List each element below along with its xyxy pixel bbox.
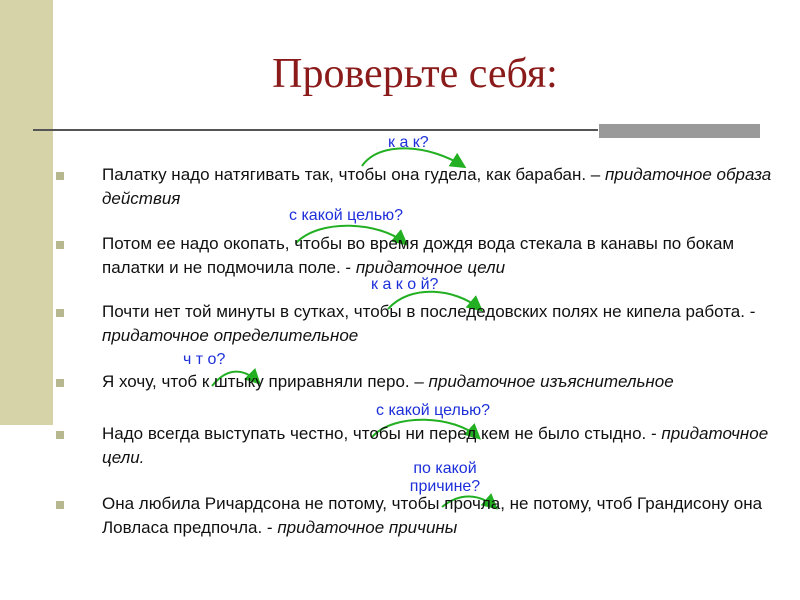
clause-type: придаточное цели. [102, 424, 769, 467]
list-item [102, 492, 792, 540]
question-2: с какой целью? [289, 207, 404, 224]
bullet-3 [56, 309, 64, 317]
clause-type: придаточное изъяснительное [428, 372, 674, 391]
page-title: Проверьте себя: [272, 51, 558, 97]
sentence-text: Потом ее надо окопать, чтобы во время дождя вода стекала в канавы по бокам палатки и не подмочила поле. - [102, 234, 735, 277]
bullet-6 [56, 501, 64, 509]
list-item [102, 300, 792, 348]
sentence-text: Палатку надо натягивать так, чтобы она гудела, как барабан. – [102, 165, 605, 184]
list-item [102, 370, 792, 394]
clause-type: придаточное образа действия [102, 165, 772, 208]
sentence-text: Надо всегда выступать честно, чтобы ни перед кем не было стыдно. - [102, 424, 662, 443]
question-6: по какой причине? [409, 460, 481, 495]
list-item [102, 163, 792, 211]
question-3: к а к о й? [371, 276, 439, 293]
question-1: к а к? [388, 134, 429, 151]
question-4: ч т о? [183, 351, 226, 368]
bullet-4 [56, 379, 64, 387]
list-item [102, 422, 792, 470]
question-5: с какой целью? [376, 402, 491, 419]
bullet-5 [56, 431, 64, 439]
bullet-2 [56, 241, 64, 249]
clause-type: придаточное причины [277, 518, 458, 537]
bullet-1 [56, 172, 64, 180]
sentence-text: Я хочу, чтоб к штыку приравняли перо. – [102, 372, 429, 391]
clause-type: придаточное цели [355, 258, 506, 277]
sentence-text: Почти нет той минуты в сутках, чтобы в последедовских полях не кипела работа. - [102, 302, 756, 321]
list-item [102, 232, 792, 280]
sentence-text: Она любила Ричардсона не потому, чтобы прочла, не потому, чтоб Грандисону она Ловласа предпочла. - [102, 494, 763, 537]
clause-type: придаточное определительное [102, 326, 359, 345]
